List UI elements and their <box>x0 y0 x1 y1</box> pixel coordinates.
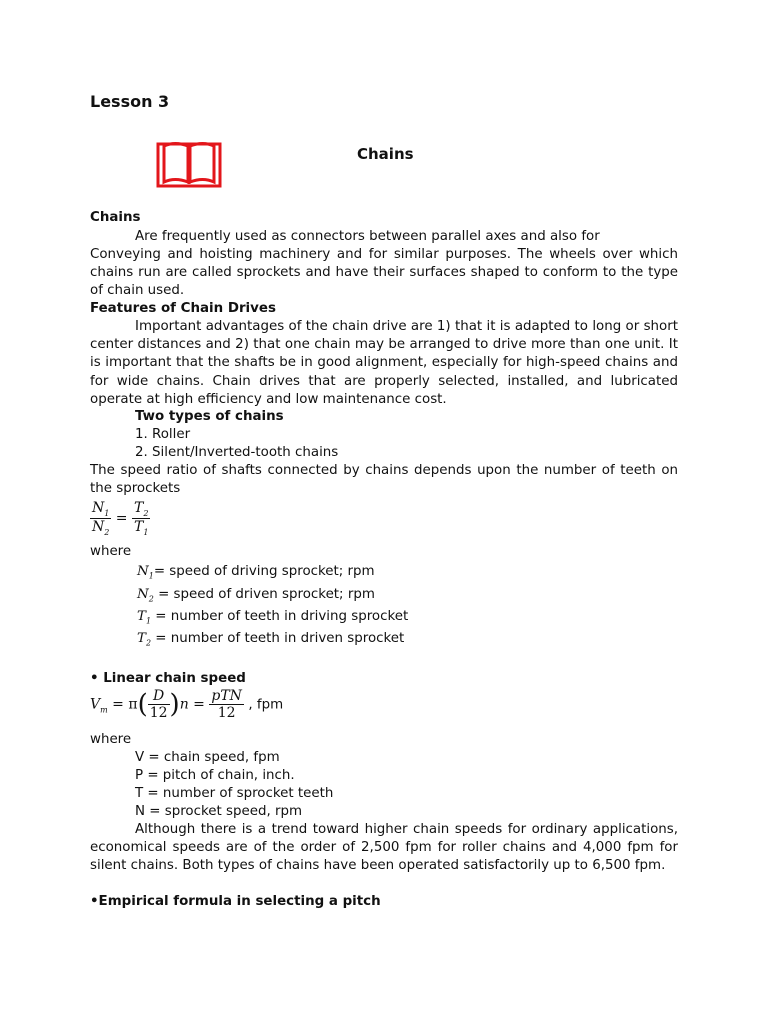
definition-p: P = pitch of chain, inch. <box>135 768 295 783</box>
definition-v: V = chain speed, fpm <box>135 750 280 765</box>
where-label-1: where <box>90 544 132 559</box>
ratio-right-fraction: $\frac{T_2}{T_1}$ <box>133 500 149 537</box>
linear-speed-heading: • Linear chain speed <box>90 671 246 686</box>
features-text: Important advantages of the chain drive are 1) that it is adapted to long or short center distances and 2) that one chain may be arranged to drive more than one unit. It is important that the shafts be in good alignment, especially for high-speed chains and for wide chains. Chain drives that are properly selected, installed, and lubricated operate at high efficiency and low maintenance cost. <box>90 319 678 407</box>
chains-first-line: Are frequently used as connectors between parallel axes and also for <box>135 229 600 244</box>
lesson-title: Lesson 3 <box>90 92 170 111</box>
definition-n2: $N_2$ = speed of driven sprocket; rpm <box>137 587 375 604</box>
chapter-title: Chains <box>357 145 414 163</box>
section-heading-features: Features of Chain Drives <box>90 301 276 316</box>
empirical-heading: •Empirical formula in selecting a pitch <box>90 894 381 909</box>
type-item-silent: 2. Silent/Inverted-tooth chains <box>135 445 339 460</box>
speeds-paragraph <box>90 821 678 876</box>
section-heading-chains: Chains <box>90 210 141 225</box>
types-heading: Two types of chains <box>135 409 284 424</box>
definition-t: T = number of sprocket teeth <box>135 786 334 801</box>
ratio-equals: = <box>115 510 128 527</box>
definition-n1: $N_1=$ speed of driving sprocket; rpm <box>137 564 375 581</box>
ratio-formula <box>90 500 150 537</box>
linear-speed-formula: $V_m = \pi$( $\frac{D}{12}$ )n = $\frac{\text{pTN}}{12}$ , fpm <box>90 688 284 721</box>
where-label-2: where <box>90 732 132 747</box>
speeds-text: Although there is a trend toward higher chain speeds for ordinary applications, economical speeds are of the order of 2,500 fpm for roller chains and 4,000 fpm for silent chains. Both types of chains have been operated satisfactorily up to 6,500 fpm. <box>90 822 678 874</box>
type-item-roller: 1. Roller <box>135 427 191 442</box>
definition-n: N = sprocket speed, rpm <box>135 804 303 819</box>
book-icon <box>155 138 223 190</box>
ratio-left-fraction: $\frac{N_1}{N_2}$ <box>92 500 110 537</box>
features-paragraph <box>90 318 678 409</box>
definition-t1: $T_1$ = number of teeth in driving sprocket <box>137 609 409 626</box>
definition-t2: $T_2$ = number of teeth in driven sprocket <box>137 631 405 648</box>
fpm-unit: , fpm <box>248 697 284 713</box>
chains-paragraph: Conveying and hoisting machinery and for similar purposes. The wheels over which chains run are called sprockets and have their surfaces shaped to conform to the type of chain used. <box>90 247 678 299</box>
speed-ratio-paragraph: The speed ratio of shafts connected by chains depends upon the number of teeth on the sprockets <box>90 463 678 497</box>
